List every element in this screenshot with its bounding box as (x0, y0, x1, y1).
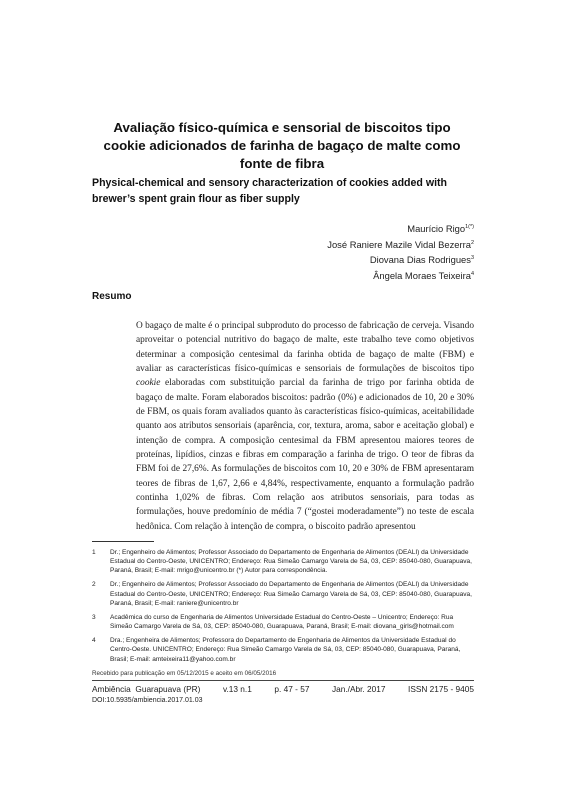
footnote-4 (92, 636, 474, 663)
journal-name-city (92, 684, 200, 694)
doi-link[interactable]: DOI:10.5935/ambiencia.2017.01.03 (92, 697, 203, 704)
author-name: Diovana Dias Rodrigues (369, 254, 471, 266)
author-mark: 1(*) (465, 223, 474, 230)
author-4 (154, 268, 474, 284)
journal-city: Guarapuava (PR) (135, 684, 201, 694)
abstract-italic-term: cookie (136, 378, 161, 389)
journal-footer (92, 684, 474, 694)
footnotes (92, 548, 474, 669)
article-title-english: Physical-chemical and sensory characterization of cookies added with brewer’s spent grain flour as fiber supply (92, 177, 448, 205)
author-mark: 3 (470, 255, 474, 262)
article-title-portuguese: Avaliação físico-química e sensorial de biscoitos tipo cookie adicionados de farinha de bagaço de malte como fonte de fibra (103, 120, 461, 171)
journal-volume: v.13 n.1 (222, 684, 252, 694)
abstract-text-part2: elaboradas com substituição parcial da farinha de trigo por farinha obtida de bagaço de malte. Foram elaborados biscoitos: padrão (0%) e adicionados de 10, 20 e 30% de FBM, os quais foram avaliados quanto às características físico-químicas, aceitabilidade quanto aos atributos sensoriais (aparência, cor, textura, aroma, sabor e aceitação global) e intenção de compra. A composição centesimal da FBM apresentou maiores teores de proteínas, lipídios, cinzas e fibras em comparação a farinha de trigo. O teor de fibras da FBM foi de 27,6%. As formulações de biscoitos com 10, 20 e 30% de FBM apresentaram teores de fibras de 1,67, 2,66 e 4,84%, respectivamente, enquanto a formulação padrão continha 1,02% de fibras. Com relação aos atributos sensoriais, para todas as formulações, houve predomínio de média 7 (“gostei moderadamente”) no teste de escala hedônica. Com relação à intenção de compra, o biscoito padrão apresentou (136, 378, 474, 532)
footnote-1 (92, 548, 474, 575)
footer-rule (92, 680, 474, 681)
journal-name: Ambiência (92, 684, 131, 694)
author-2 (154, 237, 474, 253)
author-1 (154, 221, 474, 237)
received-date-note: Recebido para publicação em 05/12/2015 e aceito em 06/05/2016 (92, 670, 277, 677)
footnote-text: Dr.; Engenheiro de Alimentos; Professor Associado do Departamento de Engenharia de Alimentos (DEALI) da Universidade Estadual do Centro-Oeste, UNICENTRO; Endereço: Rua Simeão Camargo Varela de Sá, 03, CEP: 85040-080, Guarapuava, Paraná, Brasil; E-mail: raniere@unicentro.br (110, 581, 472, 607)
author-name: Maurício Rigo (407, 223, 466, 234)
footnote-number: 1 (92, 549, 96, 556)
author-name: Ângela Moraes Teixeira (373, 269, 471, 281)
journal-pages: p. 47 - 57 (274, 684, 310, 694)
footnote-separator (92, 541, 154, 542)
author-list (154, 221, 474, 283)
footnote-number: 4 (92, 637, 96, 645)
abstract-paragraph (136, 319, 474, 534)
footnote-number: 3 (92, 613, 96, 621)
footnote-number: 2 (92, 581, 96, 589)
author-mark: 2 (470, 239, 474, 246)
journal-issn: ISSN 2175 - 9405 (408, 684, 474, 694)
author-3 (154, 252, 474, 268)
footnote-3 (92, 613, 474, 631)
footnote-text: Acadêmica do curso de Engenharia de Alimentos Universidade Estadual do Centro-Oeste – Unicentro; Endereço: Rua Simeão Camargo Varela de Sá, 03, CEP: 85040-080, Guarapuava, Paraná, Brasil; E-mail: diovana_girls@hotmail.com (110, 613, 454, 631)
footnote-text: Dr.; Engenheiro de Alimentos; Professor Associado do Departamento de Engenharia de Alimentos (DEALI) da Universidade Estadual do Centro-Oeste, UNICENTRO; Endereço: Rua Simeão Camargo Varela de Sá, 03, CEP: 85040-080, Guarapuava, Paraná, Brasil; E-mail: mrigo@unicentro.br (*) Autor para correspondência. (110, 549, 472, 575)
footnote-text: Dra.; Engenheira de Alimentos; Professora do Departamento de Engenharia de Alimentos da Universidade Estadual do Centro-Oeste. UNICENTRO; Endereço: Rua Simeão Camargo Varela de Sá, 03, CEP: 85040-080, Guarapuava, Paraná, Brasil; E-mail: amteixeira11@yahoo.com.br (110, 637, 461, 663)
section-heading-resumo: Resumo (92, 291, 132, 302)
author-mark: 4 (470, 270, 474, 277)
author-name: José Raniere Mazile Vidal Bezerra (327, 238, 471, 250)
abstract-text-part1: O bagaço de malte é o principal subproduto do processo de fabricação de cerveja. Visando aproveitar o potencial nutritivo do bagaço de malte, este trabalho teve como objetivos determinar a composição centesimal da farinha obtida de bagaço de malte (FBM) e avaliar as características físico-químicas e sensoriais de formulações de biscoitos tipo (136, 321, 474, 375)
footnote-2 (92, 580, 474, 607)
journal-date: Jan./Abr. 2017 (331, 684, 386, 694)
